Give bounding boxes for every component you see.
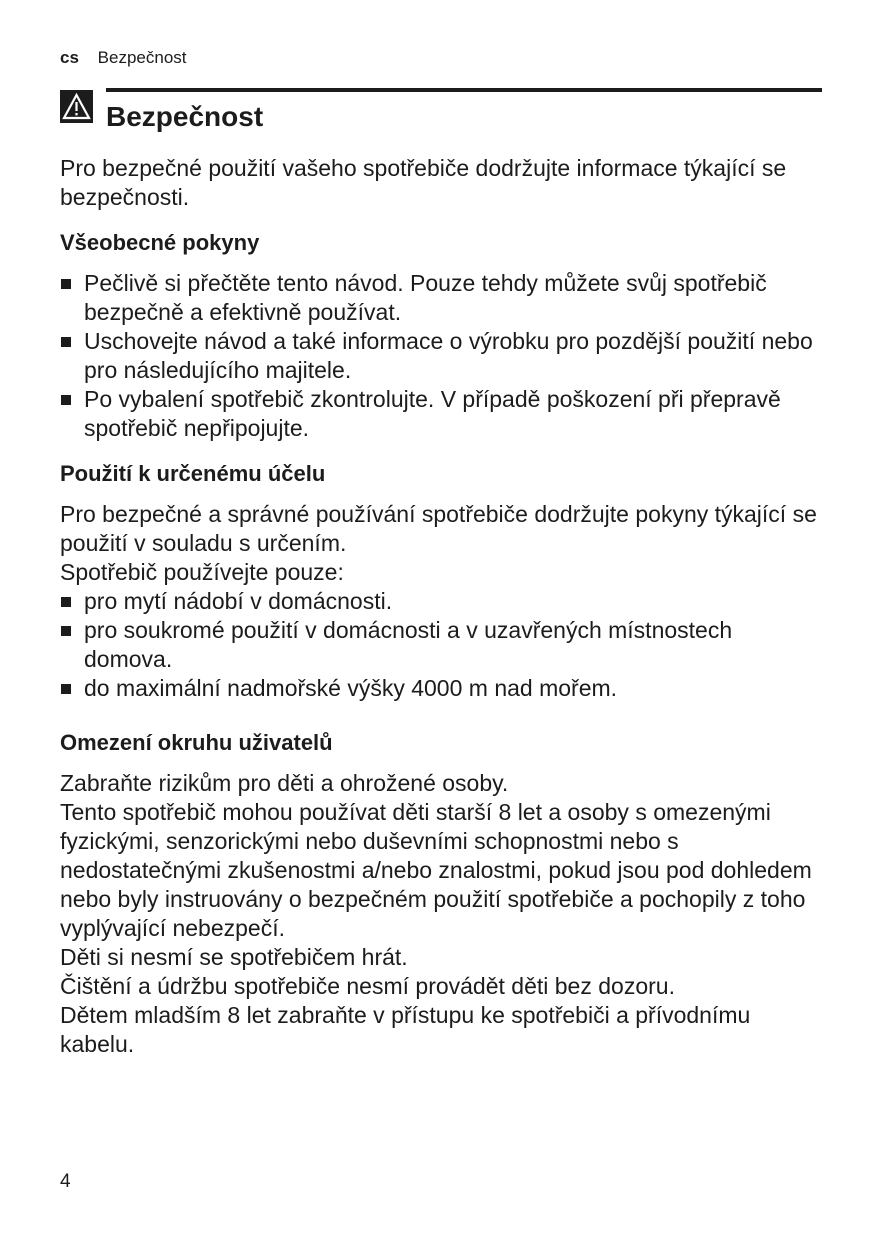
intro-text: Pro bezpečné použití vašeho spotřebiče dodržujte informace týkající se bezpečnosti. xyxy=(60,155,787,210)
general-instructions-list xyxy=(60,269,826,443)
running-header xyxy=(60,47,187,69)
bullet-square-icon xyxy=(61,626,71,636)
intended-use-intro: Pro bezpečné a správné používání spotřebiče dodržujte pokyny týkající se použití v souladu s určením. xyxy=(60,501,817,556)
restriction-paragraph: Zabraňte rizikům pro děti a ohrožené osoby. xyxy=(60,770,509,796)
warning-triangle-icon xyxy=(60,90,93,123)
list-item: pro mytí nádobí v domácnosti. xyxy=(60,587,826,616)
restriction-paragraph: Čištění a údržbu spotřebiče nesmí provádět děti bez dozoru. xyxy=(60,973,675,999)
intended-use-heading: Použití k určenému účelu xyxy=(60,461,326,486)
restriction-paragraph: Dětem mladším 8 let zabraňte v přístupu ke spotřebiči a přívodnímu kabelu. xyxy=(60,1002,751,1057)
heading-rule xyxy=(106,88,822,92)
bullet-square-icon xyxy=(61,279,71,289)
bullet-square-icon xyxy=(61,684,71,694)
general-instructions-heading: Všeobecné pokyny xyxy=(60,230,260,255)
user-restriction-heading: Omezení okruhu uživatelů xyxy=(60,730,333,755)
restriction-paragraph: Tento spotřebič mohou používat děti starší 8 let a osoby s omezenými fyzickými, senzorickými nebo duševními schopnostmi nebo s nedostatečnými zkušenostmi a/nebo znalostmi, pokud jsou pod dohledem nebo byly instruovány o bezpečném použití spotřebiče a pochopily z toho vyplývající nebezpečí. xyxy=(60,799,812,941)
list-item: Pečlivě si přečtěte tento návod. Pouze tehdy můžete svůj spotřebič bezpečně a efektivně používat. xyxy=(60,269,826,327)
content xyxy=(60,154,826,1059)
language-code: cs xyxy=(60,48,79,67)
bullet-square-icon xyxy=(61,337,71,347)
page-title: Bezpečnost xyxy=(106,101,264,132)
intended-use-lead: Spotřebič používejte pouze: xyxy=(60,559,344,585)
list-item: do maximální nadmořské výšky 4000 m nad mořem. xyxy=(60,674,826,703)
restriction-paragraph: Děti si nesmí se spotřebičem hrát. xyxy=(60,944,408,970)
bullet-square-icon xyxy=(61,395,71,405)
section-heading xyxy=(60,88,822,132)
list-item: Uschovejte návod a také informace o výrobku pro pozdější použití nebo pro následujícího majitele. xyxy=(60,327,826,385)
page-number: 4 xyxy=(60,1171,71,1192)
list-item: Po vybalení spotřebič zkontrolujte. V případě poškození při přepravě spotřebič nepřipojujte. xyxy=(60,385,826,443)
bullet-square-icon xyxy=(61,597,71,607)
intended-use-list xyxy=(60,587,826,703)
header-section-title: Bezpečnost xyxy=(97,48,187,67)
list-item: pro soukromé použití v domácnosti a v uzavřených místnostech domova. xyxy=(60,616,826,674)
